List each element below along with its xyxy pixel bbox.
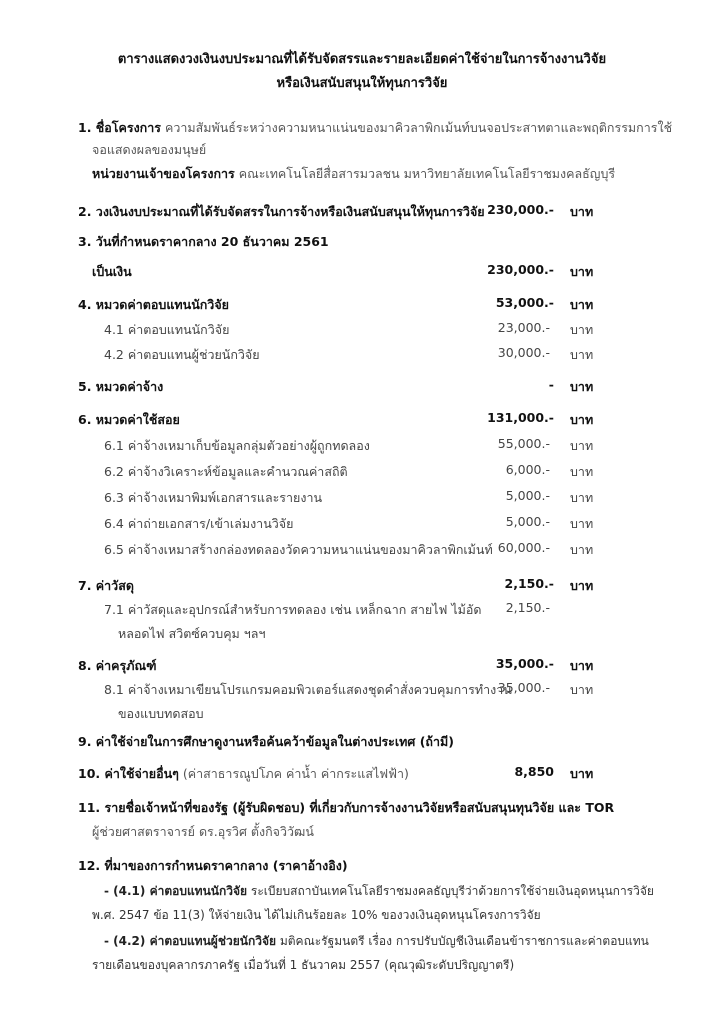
materials-unit: บาท: [570, 578, 594, 593]
project-name-text: ความสัมพันธ์ระหว่างความหนาแน่นของมาคิวลาพิกเม้นท์บนจอประสาทตาและพฤติกรรมการใช้: [164, 120, 673, 135]
budget-allocated-amount: 230,000.-: [487, 202, 554, 217]
reference-source-label: 12. ที่มาของการกำหนดราคากลาง (ราคาอ้างอิง): [78, 858, 348, 873]
reference-note-2-head: - (4.2) ค่าตอบแทนผู้ช่วยนักวิจัย: [104, 934, 277, 948]
line-item-unit: บาท: [570, 542, 594, 557]
line-item-amount: 5,000.-: [505, 514, 550, 529]
line-item-unit: บาท: [570, 438, 594, 453]
equipment-item-amount: 35,000.-: [497, 680, 550, 695]
materials-item-label: 7.1 ค่าวัสดุและอุปกรณ์สำหรับการทดลอง เช่น เหล็กฉาก สายไฟ ไม้อัด: [104, 602, 482, 617]
researcher-fee-unit: บาท: [570, 297, 594, 312]
line-item-amount: 60,000.-: [497, 540, 550, 555]
equipment-item-label: 8.1 ค่าจ้างเหมาเขียนโปรแกรมคอมพิวเตอร์แสดงชุดคำสั่งควบคุมการทำงาน: [104, 682, 512, 697]
reference-date-label: 3. วันที่กำหนดราคากลาง 20 ธันวาคม 2561: [78, 234, 329, 249]
operating-cost-unit: บาท: [570, 412, 594, 427]
line-item-unit: บาท: [570, 516, 594, 531]
line-item-label: 4.1 ค่าตอบแทนนักวิจัย: [104, 322, 230, 337]
line-item-label: 4.2 ค่าตอบแทนผู้ช่วยนักวิจัย: [104, 347, 260, 362]
line-item-unit: บาท: [570, 322, 594, 337]
other-expenses-label: 10. ค่าใช้จ่ายอื่นๆ: [78, 766, 179, 781]
officials-label: 11. รายชื่อเจ้าหน้าที่ของรัฐ (ผู้รับผิดชอบ) ที่เกี่ยวกับการจ้างงานวิจัยหรือสนับสนุนทุนวิจัย และ TOR: [78, 800, 615, 815]
line-item-unit: บาท: [570, 464, 594, 479]
equipment-label: 8. ค่าครุภัณฑ์: [78, 658, 157, 673]
operating-cost-label: 6. หมวดค่าใช้สอย: [78, 412, 180, 427]
line-item-unit: บาท: [570, 347, 594, 362]
budget-allocated-label: 2. วงเงินงบประมาณที่ได้รับจัดสรรในการจ้างหรือเงินสนับสนุนให้ทุนการวิจัย: [78, 204, 485, 219]
line-item-unit: บาท: [570, 490, 594, 505]
reference-note-2-cont: รายเดือนของบุคลากรภาครัฐ เมื่อวันที่ 1 ธันวาคม 2557 (คุณวุฒิระดับปริญญาตรี): [92, 958, 515, 972]
other-expenses-detail: (ค่าสาธารณูปโภค ค่าน้ำ ค่ากระแสไฟฟ้า): [182, 766, 409, 781]
project-unit-value: คณะเทคโนโลยีสื่อสารมวลชน มหาวิทยาลัยเทคโนโลยีราชมงคลธัญบุรี: [238, 166, 616, 181]
reference-total-amount: 230,000.-: [487, 262, 554, 277]
wage-label: 5. หมวดค่าจ้าง: [78, 379, 164, 394]
equipment-amount: 35,000.-: [495, 656, 554, 671]
official-name: ผู้ช่วยศาสตราจารย์ ดร.อุรวิศ ตั้งกิจวิวัฒน์: [92, 824, 314, 839]
operating-cost-amount: 131,000.-: [487, 410, 554, 425]
wage-amount: -: [548, 377, 554, 392]
reference-note-1-text: ระเบียบสถาบันเทคโนโลยีราชมงคลธัญบุรีว่าด้วยการใช้จ่ายเงินอุดหนุนการวิจัย: [250, 884, 654, 898]
document-title-line2: หรือเงินสนับสนุนให้ทุนการวิจัย: [276, 76, 448, 91]
line-item-label: 6.3 ค่าจ้างเหมาพิมพ์เอกสารและรายงาน: [104, 490, 323, 505]
equipment-item-label-cont: ของแบบทดสอบ: [118, 706, 204, 721]
project-name-text-cont: จอแสดงผลของมนุษย์: [92, 142, 207, 157]
project-unit-label: หน่วยงานเจ้าของโครงการ: [92, 166, 235, 181]
reference-note-1-cont: พ.ศ. 2547 ข้อ 11(3) ให้จ่ายเงิน ได้ไม่เกินร้อยละ 10% ของวงเงินอุดหนุนโครงการวิจัย: [92, 908, 541, 922]
reference-total-label: เป็นเงิน: [92, 264, 132, 279]
project-name: [78, 118, 672, 138]
other-expenses-unit: บาท: [570, 766, 594, 781]
line-item-label: 6.5 ค่าจ้างเหมาสร้างกล่องทดลองวัดความหนาแน่นของมาคิวลาพิกเม้นท์: [104, 542, 493, 557]
reference-note-1: [104, 882, 654, 901]
other-expenses: [78, 764, 409, 784]
reference-note-2: [104, 932, 649, 951]
document-title-line1: ตารางแสดงวงเงินงบประมาณที่ได้รับจัดสรรและรายละเอียดค่าใช้จ่ายในการจ้างงานวิจัย: [117, 52, 607, 67]
line-item-amount: 55,000.-: [497, 436, 550, 451]
wage-unit: บาท: [570, 379, 594, 394]
line-item-amount: 30,000.-: [497, 345, 550, 360]
materials-item-label-cont: หลอดไฟ สวิตซ์ควบคุม ฯลฯ: [118, 626, 266, 641]
reference-total-unit: บาท: [570, 264, 594, 279]
equipment-unit: บาท: [570, 658, 594, 673]
line-item-amount: 5,000.-: [505, 488, 550, 503]
line-item-amount: 23,000.-: [497, 320, 550, 335]
line-item-label: 6.4 ค่าถ่ายเอกสาร/เข้าเล่มงานวิจัย: [104, 516, 294, 531]
equipment-item-unit: บาท: [570, 682, 594, 697]
reference-note-2-text: มติคณะรัฐมนตรี เรื่อง การปรับบัญชีเงินเดือนข้าราชการและค่าตอบแทน: [279, 934, 649, 948]
project-name-label: 1. ชื่อโครงการ: [78, 120, 161, 135]
researcher-fee-label: 4. หมวดค่าตอบแทนนักวิจัย: [78, 297, 229, 312]
materials-label: 7. ค่าวัสดุ: [78, 578, 134, 593]
materials-item-amount: 2,150.-: [505, 600, 550, 615]
line-item-amount: 6,000.-: [505, 462, 550, 477]
materials-amount: 2,150.-: [504, 576, 554, 591]
line-item-label: 6.1 ค่าจ้างเหมาเก็บข้อมูลกลุ่มตัวอย่างผู้ถูกทดลอง: [104, 438, 370, 453]
line-item-label: 6.2 ค่าจ้างวิเคราะห์ข้อมูลและคำนวณค่าสถิติ: [104, 464, 348, 479]
reference-note-1-head: - (4.1) ค่าตอบแทนนักวิจัย: [104, 884, 248, 898]
budget-allocated-unit: บาท: [570, 204, 594, 219]
study-visit-label: 9. ค่าใช้จ่ายในการศึกษาดูงานหรือค้นคว้าข้อมูลในต่างประเทศ (ถ้ามี): [78, 734, 454, 749]
other-expenses-amount: 8,850: [514, 764, 554, 779]
project-unit: [92, 164, 615, 184]
researcher-fee-amount: 53,000.-: [495, 295, 554, 310]
